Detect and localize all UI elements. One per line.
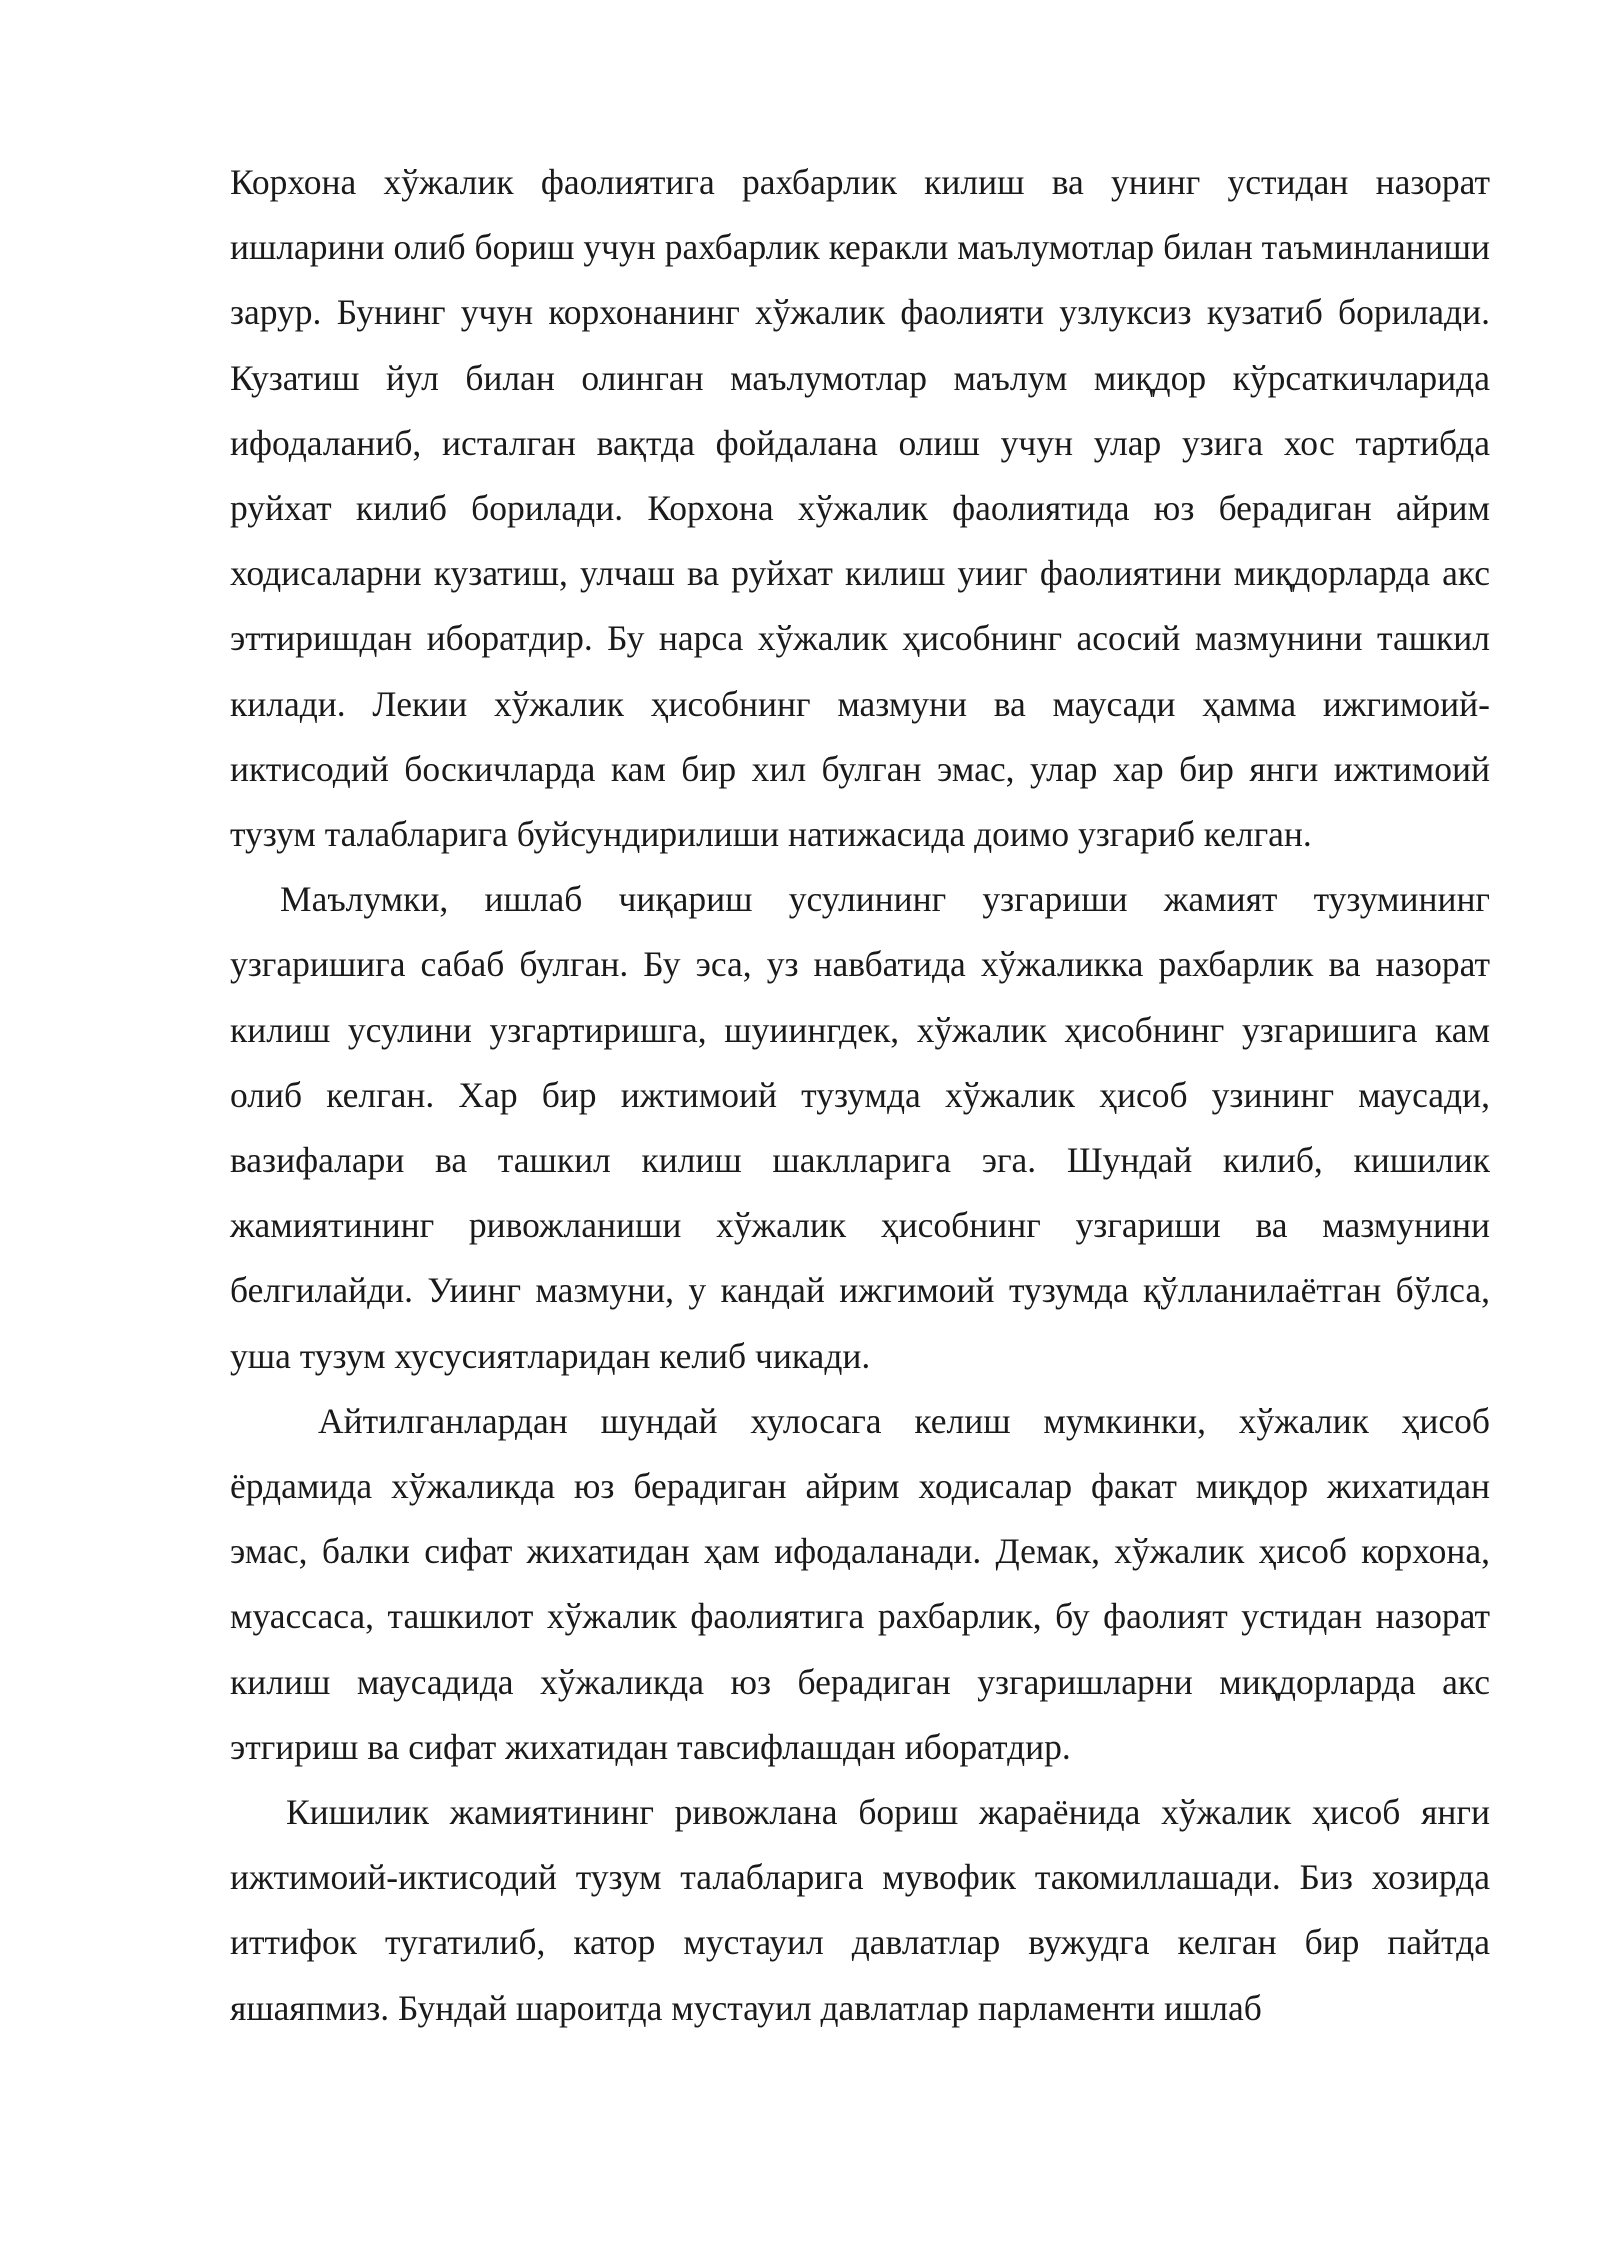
paragraph-3: Айтилганлардан шундай хулосага келиш мумкинки, хўжалик ҳисоб ёрдамида хўжаликда юз берадиган айрим ходисалар факат миқдор жихатидан эмас, балки сифат жихатидан ҳам ифодаланади. Демак, хўжалик ҳисоб корхона, муассаса, ташкилот хўжалик фаолиятига рахбарлик, бу фаолият устидан назорат килиш маусадида хўжаликда юз берадиган узгаришларни миқдорларда акс этгириш ва сифат жихатидан тавсифлашдан иборатдир. — [230, 1400, 1490, 1767]
paragraph-2: Маълумки, ишлаб чиқариш усулининг узгариши жамият тузумининг узгаришига сабаб булган. Бу эса, уз навбатида хўжаликка рахбарлик ва назорат килиш усулини узгартиришга, шуиингдек, хўжалик ҳисобнинг узгаришига кам олиб келган. Хар бир ижтимоий тузумда хўжалик ҳисоб узининг маусади, вазифалари ва ташкил килиш шаклларига эга. Шундай килиб, кишилик жамиятининг ривожланиши хўжалик ҳисобнинг узгариши ва мазмунини белгилайди. Уиинг мазмуни, у кандай ижгимоий тузумда қўлланилаётган бўлса, уша тузум хусусиятларидан келиб чикади. — [230, 879, 1490, 1376]
paragraph-4: Кишилик жамиятининг ривожлана бориш жараёнида хўжалик ҳисоб янги ижтимоий-иктисодий тузум талабларига мувофик такомиллашади. Биз хозирда иттифок тугатилиб, катор мустауил давлатлар вужудга келган бир пайтда яшаяпмиз. Бундай шароитда мустауил давлатлар парламенти ишлаб — [230, 1792, 1490, 2028]
document-page — [230, 150, 1490, 2041]
paragraph-1: Корхона хўжалик фаолиятига рахбарлик килиш ва унинг устидан назорат ишларини олиб бориш учун рахбарлик керакли маълумотлар билан таъминланиши зарур. Бунинг учун корхонанинг хўжалик фаолияти узлуксиз кузатиб борилади. Кузатиш йул билан олинган маълумотлар маълум миқдор кўрсаткичларида ифодаланиб, исталган вақтда фойдалана олиш учун улар узига хос тартибда руйхат килиб борилади. Корхона хўжалик фаолиятида юз берадиган айрим ходисаларни кузатиш, улчаш ва руйхат килиш уииг фаолиятини миқдорларда акс эттиришдан иборатдир. Бу нарса хўжалик ҳисобнинг асосий мазмунини ташкил килади. Лекии хўжалик ҳисобнинг мазмуни ва маусади ҳамма ижгимоий-иктисодий боскичларда кам бир хил булган эмас, улар хар бир янги ижтимоий тузум талабларига буйсундирилиши натижасида доимо узгариб келган. — [230, 162, 1490, 855]
